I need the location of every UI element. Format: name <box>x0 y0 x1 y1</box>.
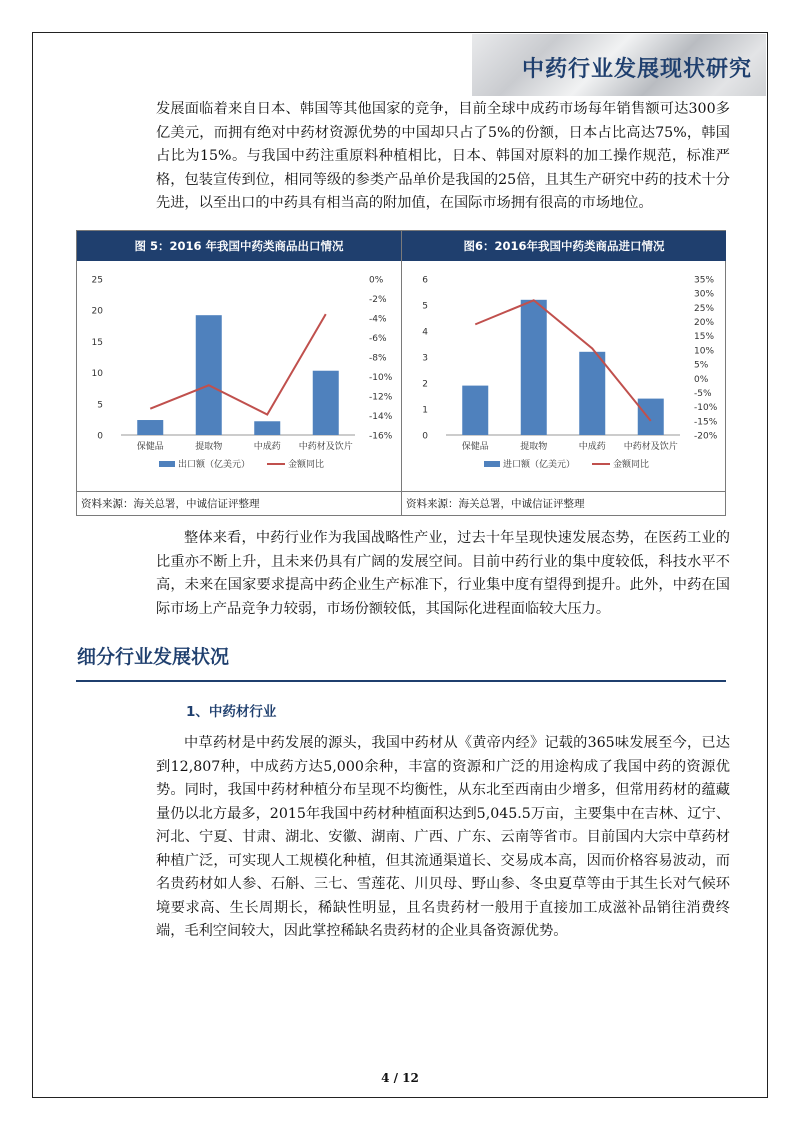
x-tick-label: 中成药 <box>578 442 606 452</box>
y-tick-label: 2 <box>422 379 428 390</box>
y2-tick-label: -8% <box>369 353 387 364</box>
y-tick-label: 10 <box>91 369 103 380</box>
y-tick-label: 0 <box>97 431 103 442</box>
subsection-heading: 1、中药材行业 <box>186 704 277 720</box>
legend-line-label: 金额同比 <box>613 460 650 470</box>
figure-table <box>76 230 726 516</box>
import-chart-title: 图6：2016年我国中药类商品进口情况 <box>402 231 726 261</box>
y2-tick-label: 20% <box>694 318 715 329</box>
y-tick-label: 6 <box>422 275 428 286</box>
y2-tick-label: -14% <box>369 412 393 422</box>
legend-bar-swatch <box>484 461 500 467</box>
section-divider <box>76 680 726 682</box>
y-tick-label: 5 <box>97 400 103 411</box>
import-chart-panel <box>402 231 726 515</box>
y2-tick-label: 0% <box>369 275 384 286</box>
line-series <box>150 314 326 414</box>
import-chart <box>402 261 726 491</box>
x-tick-label: 保健品 <box>136 442 164 452</box>
y-tick-label: 0 <box>422 431 428 442</box>
header-banner <box>472 34 766 96</box>
x-tick-label: 提取物 <box>520 442 548 452</box>
y2-tick-label: -16% <box>369 431 393 442</box>
line-series <box>475 300 651 421</box>
bar <box>254 421 280 435</box>
bar <box>196 315 222 435</box>
y-tick-label: 15 <box>91 337 103 348</box>
bar <box>462 386 488 435</box>
import-chart-source: 资料来源：海关总署，中诚信证评整理 <box>402 491 726 515</box>
y2-tick-label: -4% <box>369 314 387 325</box>
export-chart-source: 资料来源：海关总署，中诚信证评整理 <box>77 491 401 515</box>
y-tick-label: 3 <box>422 353 428 364</box>
y2-tick-label: 10% <box>694 346 715 357</box>
x-tick-label: 中成药 <box>253 442 281 452</box>
bar <box>521 300 547 435</box>
y2-tick-label: -6% <box>369 334 387 344</box>
y-tick-label: 4 <box>422 327 428 338</box>
y2-tick-label: -10% <box>369 373 393 383</box>
export-chart-panel <box>77 231 402 515</box>
y-tick-label: 1 <box>422 405 428 416</box>
x-tick-label: 保健品 <box>461 442 489 452</box>
y2-tick-label: 30% <box>694 289 715 300</box>
page-number: 4 / 12 <box>381 1071 419 1085</box>
y2-tick-label: -10% <box>694 403 718 414</box>
y2-tick-label: -2% <box>369 295 387 305</box>
y-tick-label: 20 <box>91 306 103 317</box>
x-tick-label: 提取物 <box>195 442 223 452</box>
y2-tick-label: 0% <box>694 374 709 385</box>
legend-line-label: 金额同比 <box>288 460 325 470</box>
legend-bar-swatch <box>159 461 175 467</box>
paragraph-herbs: 中草药材是中药发展的源头，我国中药材从《黄帝内经》记载的365味发展至今，已达到12,807种，中成药方达5,000余种，丰富的资源和广泛的用途构成了我国中药的资源优势。同时，我国中药材种植分布呈现不均衡性，从东北至西南由少增多，但常用药材的蕴藏量仍以北方最多，2015年我国中药材种植面积达到5,045.5万亩，主要集中在吉林、辽宁、河北、宁夏、甘肃、湖北、安徽、湖南、广西、广东、云南等省市。目前国内大宗中草药材种植广泛，可实现人工规模化种植，但其流通渠道长、交易成本高，因而价格容易波动，而名贵药材如人参、石斛、三七、雪莲花、川贝母、野山参、冬虫夏草等由于其生长对气候环境要求高、生长周期长，稀缺性明显，且名贵药材一般用于直接加工成滋补品销往消费终端，毛利空间较大，因此掌控稀缺名贵药材的企业具备资源优势。 <box>156 735 730 939</box>
bar <box>638 399 664 435</box>
y2-tick-label: -20% <box>694 431 718 442</box>
y2-tick-label: 5% <box>694 360 709 371</box>
export-chart-title: 图 5：2016 年我国中药类商品出口情况 <box>77 231 401 261</box>
x-tick-label: 中药材及饮片 <box>623 442 678 452</box>
y2-tick-label: 35% <box>694 275 715 286</box>
y-tick-label: 25 <box>91 275 103 286</box>
y2-tick-label: -5% <box>694 388 712 399</box>
y2-tick-label: 25% <box>694 303 715 314</box>
paragraph-competition: 发展面临着来自日本、韩国等其他国家的竞争，目前全球中成药市场每年销售额可达300多亿美元，而拥有绝对中药材资源优势的中国却只占了5%的份额，日本占比高达75%，韩国占比为15%。与我国中药注重原料种植相比，日本、韩国对原料的加工操作规范，标准严格，包装宣传到位，相同等级的参类产品单价是我国的25倍，且其生产研究中药的技术十分先进，以至出口的中药具有相当高的附加值，在国际市场拥有很高的市场地位。 <box>156 101 730 211</box>
y2-tick-label: -12% <box>369 392 393 403</box>
report-title: 中药行业发展现状研究 <box>521 57 752 82</box>
bar <box>137 420 163 435</box>
export-chart <box>77 261 401 491</box>
paragraph-overview: 整体来看，中药行业作为我国战略性产业，过去十年呈现快速发展态势，在医药工业的比重亦不断上升，且未来仍具有广阔的发展空间。目前中药行业的集中度较低，科技水平不高，未来在国家要求提高中药企业生产标准下，行业集中度有望得到提升。此外，中药在国际市场上产品竞争力较弱，市场份额较低，其国际化进程面临较大压力。 <box>156 530 730 617</box>
bar <box>313 371 339 435</box>
y2-tick-label: -15% <box>694 417 718 428</box>
bar <box>579 352 605 435</box>
y2-tick-label: 15% <box>694 332 715 343</box>
y-tick-label: 5 <box>422 301 428 312</box>
legend-bar-label: 出口额（亿美元） <box>178 460 251 470</box>
section-heading: 细分行业发展状况 <box>77 646 230 668</box>
legend-bar-label: 进口额（亿美元） <box>503 460 576 470</box>
x-tick-label: 中药材及饮片 <box>298 442 353 452</box>
